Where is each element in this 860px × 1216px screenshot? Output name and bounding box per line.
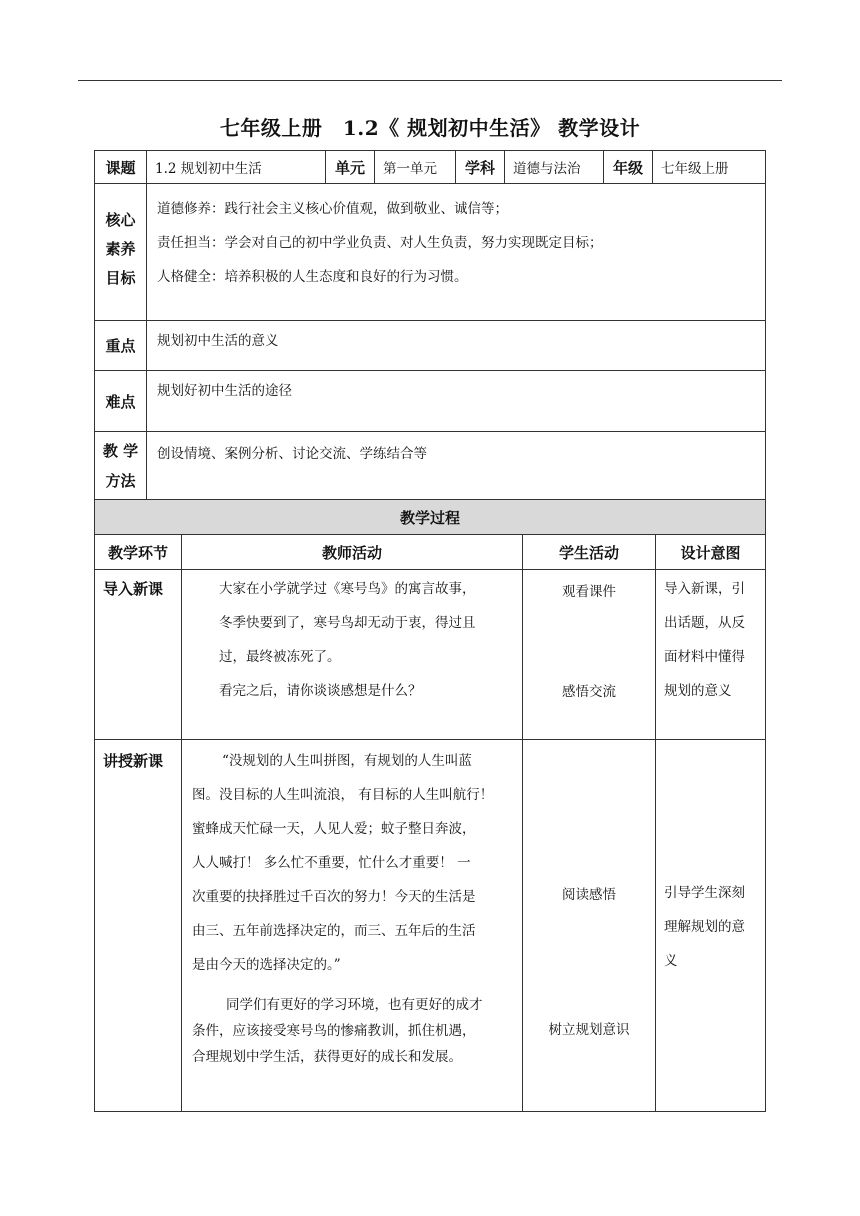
teacher-teach <box>181 739 523 1112</box>
student-intro <box>522 569 656 740</box>
grade-label: 年级 <box>603 150 653 184</box>
core-label-line: 目标 <box>105 269 136 287</box>
unit-value: 第一单元 <box>374 150 456 184</box>
teacher-intro-line: 大家在小学就学过《寒号鸟》的寓言故事， <box>219 581 476 597</box>
topic-value: 1.2 规划初中生活 <box>146 150 326 184</box>
key-point-cell <box>146 320 766 371</box>
intent-intro-line: 导入新课，引 <box>664 581 745 597</box>
grade-value: 七年级上册 <box>652 150 766 184</box>
header-rule <box>78 80 782 81</box>
method-label-line: 方法 <box>105 472 136 490</box>
col-header-stage: 教学环节 <box>94 534 182 570</box>
method-label-line: 教 学 <box>102 442 139 460</box>
teacher-teach-line: “没规划的人生叫拼图，有规划的人生叫蓝 <box>222 753 472 769</box>
stage-intro <box>94 569 182 740</box>
teacher-teach-line2: 合理规划中学生活，获得更好的成长和发展。 <box>192 1049 462 1065</box>
teacher-teach-line: 蜜蜂成天忙碌一天，人见人爱；蚊子整日奔波， <box>192 821 476 837</box>
core-goals <box>146 183 766 321</box>
intent-teach-line: 理解规划的意 <box>664 919 745 935</box>
student-intro-activity: 感悟交流 <box>562 684 616 700</box>
intent-intro-line: 面材料中懂得 <box>664 649 745 665</box>
core-goal-item: 道德修养：践行社会主义核心价值观，做到敬业、诚信等； <box>157 201 508 217</box>
method-cell <box>146 431 766 500</box>
teacher-intro-line: 冬季快要到了，寒号鸟却无动于衷，得过且 <box>219 615 476 631</box>
key-point-label: 重点 <box>94 320 147 371</box>
student-teach <box>522 739 656 1112</box>
core-label-line: 素养 <box>105 240 136 258</box>
topic-label: 课题 <box>94 150 147 184</box>
teacher-teach-line: 人人喊打！ 多么忙不重要，忙什么才重要！ 一 <box>192 855 471 871</box>
teacher-teach-line: 是由今天的选择决定的。” <box>192 957 341 973</box>
teacher-teach-line: 由三、五年前选择决定的，而三、五年后的生活 <box>192 923 476 939</box>
unit-label: 单元 <box>325 150 375 184</box>
intent-intro-line: 出话题，从反 <box>664 615 745 631</box>
stage-teach-label: 讲授新课 <box>103 752 164 770</box>
teacher-intro <box>181 569 523 740</box>
student-teach-activity: 阅读感悟 <box>562 887 616 903</box>
difficulty-cell <box>146 370 766 432</box>
intent-teach-line: 引导学生深刻 <box>664 885 745 901</box>
stage-teach <box>94 739 182 1112</box>
col-header-teacher: 教师活动 <box>181 534 523 570</box>
method-value: 创设情境、案例分析、讨论交流、学练结合等 <box>157 446 427 462</box>
col-header-student: 学生活动 <box>522 534 656 570</box>
intent-intro-line: 规划的意义 <box>664 683 732 699</box>
teacher-teach-line2: 条件，应该接受寒号鸟的惨痛教训，抓住机遇， <box>192 1023 476 1039</box>
teacher-intro-line: 过，最终被冻死了。 <box>219 649 341 665</box>
core-label <box>94 183 147 321</box>
teacher-intro-line: 看完之后，请你谈谈感想是什么？ <box>219 683 422 699</box>
intent-intro <box>655 569 766 740</box>
difficulty-label: 难点 <box>94 370 147 432</box>
intent-teach-line: 义 <box>664 953 678 969</box>
teacher-teach-line: 次重要的抉择胜过千百次的努力！今天的生活是 <box>192 889 476 905</box>
page-title: 七年级上册 1.2《 规划初中生活》 教学设计 <box>219 116 641 140</box>
method-label <box>94 431 147 500</box>
student-intro-activity: 观看课件 <box>562 584 616 600</box>
process-header: 教学过程 <box>94 499 766 535</box>
subject-value: 道德与法治 <box>504 150 604 184</box>
key-point-value: 规划初中生活的意义 <box>157 333 279 349</box>
core-goal-item: 责任担当：学会对自己的初中学业负责、对人生负责，努力实现既定目标； <box>157 235 603 251</box>
intent-teach <box>655 739 766 1112</box>
core-label-line: 核心 <box>105 211 136 229</box>
difficulty-value: 规划好初中生活的途径 <box>157 383 292 399</box>
teacher-teach-line2: 同学们有更好的学习环境，也有更好的成才 <box>226 997 483 1013</box>
col-header-intent: 设计意图 <box>655 534 766 570</box>
subject-label: 学科 <box>455 150 505 184</box>
teacher-teach-line: 图。没目标的人生叫流浪， 有目标的人生叫航行！ <box>192 787 494 803</box>
student-teach-activity: 树立规划意识 <box>548 1022 630 1038</box>
stage-intro-label: 导入新课 <box>103 580 164 598</box>
core-goal-item: 人格健全：培养积极的人生态度和良好的行为习惯。 <box>157 269 468 285</box>
